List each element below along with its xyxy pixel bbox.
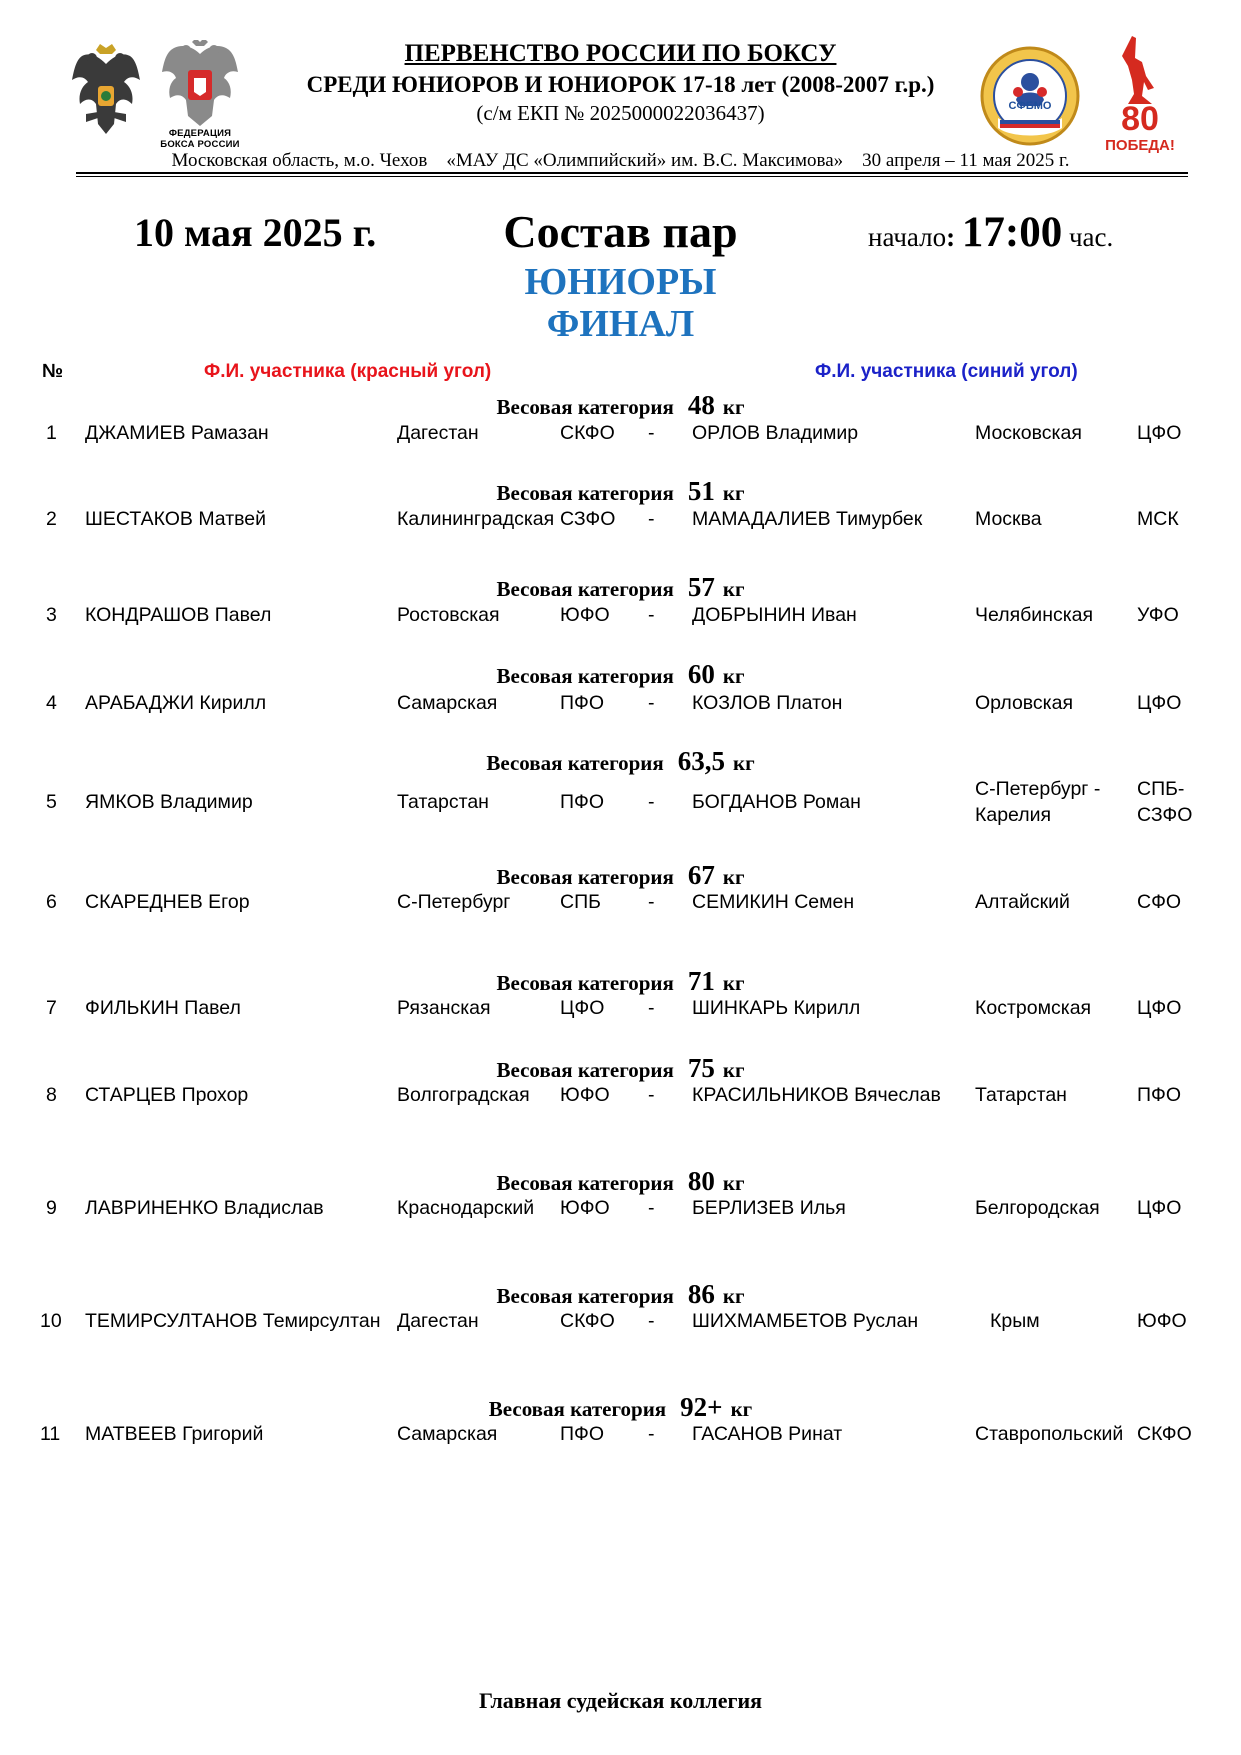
blue-corner-district: ЦФО: [1137, 692, 1182, 714]
blue-corner-name: МАМАДАЛИЕВ Тимурбек: [692, 508, 923, 530]
weight-category: Весовая категория 92+ кг: [488, 1392, 753, 1422]
blue-corner-name: ГАСАНОВ Ринат: [692, 1423, 843, 1445]
red-corner-region: Ростовская: [397, 604, 500, 626]
red-corner-name: ТЕМИРСУЛТАНОВ Темирсултан: [85, 1310, 381, 1332]
red-corner-region: Самарская: [397, 1423, 498, 1445]
bout-number: 7: [46, 997, 57, 1019]
blue-corner-district: МСК: [1137, 508, 1179, 530]
blue-corner-district: ЦФО: [1137, 997, 1182, 1019]
header-divider-thin: [76, 176, 1188, 177]
red-corner-district: СКФО: [560, 1310, 615, 1332]
versus-separator: -: [648, 1084, 655, 1106]
blue-corner-name: КОЗЛОВ Платон: [692, 692, 843, 714]
blue-corner-region: С-Петербург - Карелия: [975, 778, 1101, 826]
blue-corner-region: Москва: [975, 508, 1042, 530]
red-corner-district: СКФО: [560, 422, 615, 444]
blue-corner-region: Алтайский: [975, 891, 1070, 913]
weight-category: Весовая категория 60 кг: [496, 659, 745, 689]
bout-number: 11: [40, 1423, 61, 1445]
blue-corner-region: Ставропольский: [975, 1423, 1124, 1445]
blue-corner-district: ЮФО: [1137, 1310, 1187, 1332]
document-header: [0, 0, 1241, 180]
blue-corner-district: ПФО: [1137, 1084, 1182, 1106]
bout-number: 4: [46, 692, 57, 714]
red-corner-district: СПБ: [560, 891, 601, 913]
start-label: начало: [868, 222, 947, 252]
victory-number: 80: [1121, 100, 1159, 138]
versus-separator: -: [648, 1423, 655, 1445]
bout-number: 1: [46, 422, 57, 444]
weight-category: Весовая категория 80 кг: [496, 1166, 745, 1196]
column-header-red-corner: Ф.И. участника (красный угол): [204, 361, 492, 382]
versus-separator: -: [648, 604, 655, 626]
sfbmo-logo: [978, 44, 1082, 148]
red-corner-name: КОНДРАШОВ Павел: [85, 604, 272, 626]
red-corner-region: Дагестан: [397, 1310, 479, 1332]
red-corner-region: Рязанская: [397, 997, 491, 1019]
weight-category: Весовая категория 86 кг: [496, 1279, 745, 1309]
bout-number: 5: [46, 791, 57, 813]
red-corner-region: С-Петербург: [397, 891, 511, 913]
blue-corner-region: Костромская: [975, 997, 1092, 1019]
bout-number: 2: [46, 508, 57, 530]
sfbmo-abbreviation: СФБМО: [1008, 100, 1052, 112]
red-corner-name: ЯМКОВ Владимир: [85, 791, 253, 813]
red-corner-region: Краснодарский: [397, 1197, 535, 1219]
start-colon: :: [946, 222, 956, 252]
championship-subtitle: СРЕДИ ЮНИОРОВ И ЮНИОРОК 17-18 лет (2008-2007 г.р.): [306, 72, 935, 97]
bout-number: 10: [40, 1310, 62, 1332]
red-corner-region: Дагестан: [397, 422, 479, 444]
competition-date: 10 мая 2025 г.: [134, 210, 377, 255]
blue-corner-region: Челябинская: [975, 604, 1094, 626]
start-time-block: [868, 210, 1113, 260]
red-corner-region: Самарская: [397, 692, 498, 714]
weight-category: Весовая категория 51 кг: [496, 476, 745, 506]
versus-separator: -: [648, 422, 655, 444]
versus-separator: -: [648, 692, 655, 714]
weight-category: Весовая категория 48 кг: [496, 390, 745, 420]
red-corner-name: ФИЛЬКИН Павел: [85, 997, 241, 1019]
versus-separator: -: [648, 1197, 655, 1219]
blue-corner-district: СФО: [1137, 891, 1182, 913]
chief-judges-footer: Главная судейская коллегия: [478, 1688, 763, 1713]
motherland-statue-icon: [1102, 36, 1178, 106]
red-corner-name: ШЕСТАКОВ Матвей: [85, 508, 267, 530]
versus-separator: -: [648, 508, 655, 530]
stage-title: ФИНАЛ: [546, 303, 695, 345]
red-corner-district: ЮФО: [560, 1197, 610, 1219]
blue-corner-name: ДОБРЫНИН Иван: [692, 604, 857, 626]
weight-category: Весовая категория 71 кг: [496, 966, 745, 996]
championship-title: ПЕРВЕНСТВО РОССИИ ПО БОКСУ: [404, 40, 837, 67]
bout-number: 8: [46, 1084, 57, 1106]
red-corner-region: Волгоградская: [397, 1084, 530, 1106]
blue-corner-district: СКФО: [1137, 1423, 1192, 1445]
sfbmo-emblem-icon: [978, 44, 1082, 148]
blue-corner-name: СЕМИКИН Семен: [692, 891, 855, 913]
blue-corner-name: ОРЛОВ Владимир: [692, 422, 859, 444]
red-corner-name: СКАРЕДНЕВ Егор: [85, 891, 250, 913]
blue-corner-district: СПБ-СЗФО: [1137, 778, 1193, 826]
red-corner-district: ПФО: [560, 791, 605, 813]
blue-corner-name: БОГДАНОВ Роман: [692, 791, 861, 813]
federation-caption: ФЕДЕРАЦИЯ БОКСА РОССИИ: [160, 128, 240, 150]
start-unit: час.: [1068, 222, 1114, 252]
red-corner-district: ЦФО: [560, 997, 605, 1019]
weight-category: Весовая категория 57 кг: [496, 572, 745, 602]
red-corner-district: ПФО: [560, 692, 605, 714]
victory-80-logo: [1102, 36, 1178, 154]
blue-corner-district: УФО: [1137, 604, 1179, 626]
blue-corner-district: ЦФО: [1137, 422, 1182, 444]
red-corner-region: Татарстан: [397, 791, 489, 813]
red-corner-name: МАТВЕЕВ Григорий: [85, 1423, 264, 1445]
page-title: Состав пар: [503, 206, 738, 257]
red-corner-name: СТАРЦЕВ Прохор: [85, 1084, 249, 1106]
blue-corner-region: Татарстан: [975, 1084, 1067, 1106]
bout-number: 9: [46, 1197, 57, 1219]
start-time: 17:00: [961, 209, 1063, 256]
red-corner-region: Калининградская: [397, 508, 555, 530]
versus-separator: -: [648, 791, 655, 813]
bout-number: 6: [46, 891, 57, 913]
versus-separator: -: [648, 1310, 655, 1332]
victory-word: ПОБЕДА!: [1105, 137, 1175, 154]
blue-corner-region: Крым: [990, 1310, 1040, 1332]
blue-corner-region: Белгородская: [975, 1197, 1100, 1219]
red-corner-district: ЮФО: [560, 604, 610, 626]
red-corner-district: ЮФО: [560, 1084, 610, 1106]
blue-corner-name: ШИХМАМБЕТОВ Руслан: [692, 1310, 919, 1332]
red-corner-name: ДЖАМИЕВ Рамазан: [85, 422, 269, 444]
blue-corner-region: Московская: [975, 422, 1082, 444]
blue-corner-name: ШИНКАРЬ Кирилл: [692, 997, 861, 1019]
versus-separator: -: [648, 891, 655, 913]
venue-line: Московская область, м.о. Чехов «МАУ ДС «Олимпийский» им. В.С. Максимова» 30 апреля – 11 мая 2025 г.: [171, 150, 1070, 171]
red-corner-district: ПФО: [560, 1423, 605, 1445]
column-header-number: №: [42, 361, 64, 382]
column-header-blue-corner: Ф.И. участника (синий угол): [815, 361, 1078, 382]
red-corner-name: АРАБАДЖИ Кирилл: [85, 692, 267, 714]
weight-category: Весовая категория 75 кг: [496, 1053, 745, 1083]
blue-corner-region: Орловская: [975, 692, 1074, 714]
weight-category: Весовая категория 67 кг: [496, 860, 745, 890]
ekp-number: (с/м ЕКП № 2025000022036437): [476, 101, 765, 125]
red-corner-name: ЛАВРИНЕНКО Владислав: [85, 1197, 324, 1219]
blue-corner-name: БЕРЛИЗЕВ Илья: [692, 1197, 846, 1219]
age-group-title: ЮНИОРЫ: [524, 261, 717, 303]
blue-corner-name: КРАСИЛЬНИКОВ Вячеслав: [692, 1084, 941, 1106]
versus-separator: -: [648, 997, 655, 1019]
bout-number: 3: [46, 604, 57, 626]
weight-category: Весовая категория 63,5 кг: [486, 746, 755, 776]
red-corner-district: СЗФО: [560, 508, 616, 530]
header-divider: [76, 172, 1188, 174]
blue-corner-district: ЦФО: [1137, 1197, 1182, 1219]
